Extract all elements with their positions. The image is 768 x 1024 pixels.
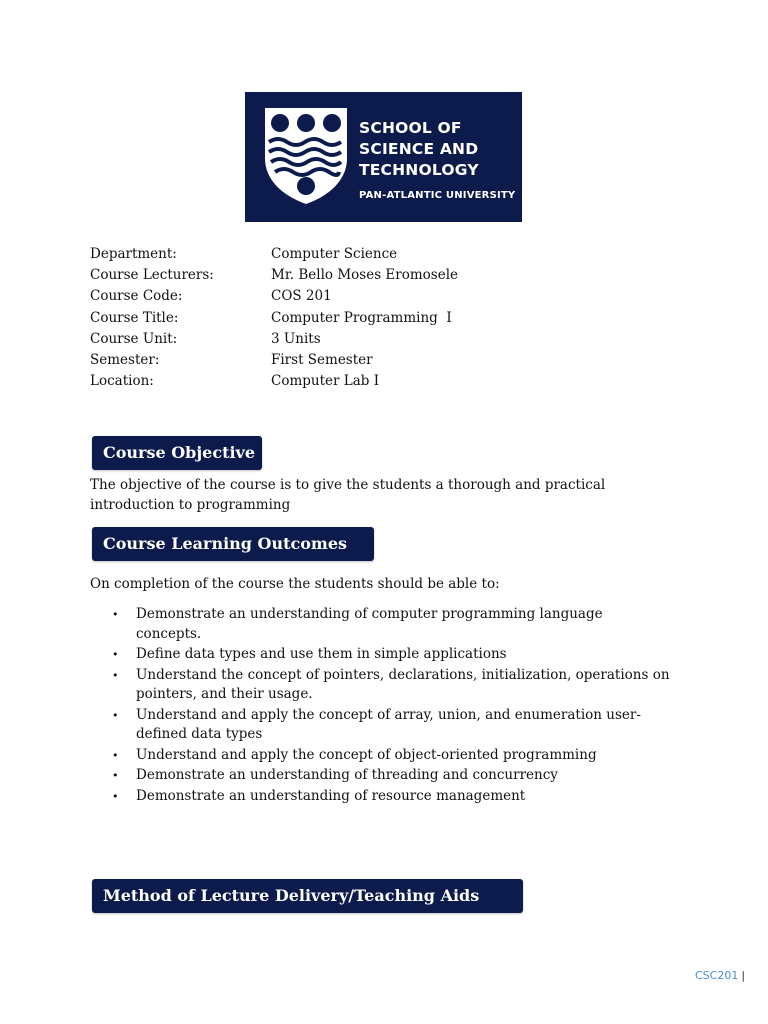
course-objective-text: The objective of the course is to give the students a thorough and practical introduction to programming — [90, 477, 606, 513]
learning-outcomes-intro: On completion of the course the students should be able to: — [90, 576, 500, 592]
footer-separator: | — [741, 969, 746, 982]
logo-line-2: SCIENCE AND — [359, 140, 479, 158]
learning-outcomes-list — [112, 605, 672, 807]
info-row-unit — [90, 329, 458, 350]
bullet-icon: • — [112, 608, 119, 621]
list-item-text: Demonstrate an understanding of threading and concurrency — [136, 767, 558, 783]
course-objective-heading: Course Objective — [92, 436, 262, 470]
list-item — [112, 706, 672, 745]
info-row-semester — [90, 350, 458, 371]
info-value: Computer Lab I — [271, 373, 380, 390]
school-logo — [245, 92, 522, 222]
info-value: First Semester — [271, 351, 373, 368]
list-item-text: Understand and apply the concept of array, union, and enumeration user-defined data types — [136, 706, 641, 742]
list-item-text: Understand the concept of pointers, declarations, initialization, operations on pointers, and their usage. — [136, 666, 670, 702]
logo-line-3: TECHNOLOGY — [359, 161, 479, 179]
logo-subtitle: PAN-ATLANTIC UNIVERSITY — [359, 190, 516, 201]
info-row-location — [90, 371, 458, 392]
info-value: Computer Programming I — [271, 309, 452, 326]
info-label: Course Unit: — [90, 330, 178, 347]
page-footer — [695, 969, 745, 982]
bullet-icon: • — [112, 769, 119, 782]
info-value: Computer Science — [271, 246, 398, 262]
info-row-title — [90, 308, 458, 329]
logo-line-1: SCHOOL OF — [359, 119, 462, 137]
footer-course-code: CSC201 — [695, 969, 739, 982]
lecture-delivery-heading: Method of Lecture Delivery/Teaching Aids — [92, 879, 523, 913]
bullet-icon: • — [112, 789, 119, 803]
info-value: 3 Units — [271, 330, 321, 347]
list-item — [112, 605, 672, 644]
course-info-table — [90, 244, 458, 392]
learning-outcomes-heading: Course Learning Outcomes — [92, 527, 374, 561]
logo-text — [359, 118, 515, 206]
info-label: Course Code: — [90, 288, 183, 305]
list-item-text: Demonstrate an understanding of resource management — [136, 787, 526, 804]
list-item-text: Define data types and use them in simple applications — [136, 646, 507, 662]
info-row-department — [90, 244, 458, 265]
info-label: Location: — [90, 373, 154, 390]
info-label: Semester: — [90, 351, 160, 368]
list-item — [112, 766, 672, 786]
bullet-icon: • — [112, 648, 119, 661]
list-item-text: Demonstrate an understanding of computer programming language concepts. — [136, 606, 603, 642]
list-item — [112, 746, 672, 766]
bullet-icon: • — [112, 708, 119, 722]
list-item — [112, 645, 672, 665]
bullet-icon: • — [112, 748, 119, 762]
info-value: COS 201 — [271, 288, 332, 305]
list-item-text: Understand and apply the concept of object-oriented programming — [136, 746, 597, 763]
bullet-icon: • — [112, 668, 119, 682]
info-label: Department: — [90, 246, 177, 262]
shield-icon — [263, 106, 349, 206]
info-row-code — [90, 286, 458, 307]
info-value: Mr. Bello Moses Eromosele — [271, 267, 459, 284]
info-row-lecturers — [90, 265, 458, 286]
info-label: Course Title: — [90, 309, 179, 326]
list-item — [112, 787, 672, 807]
info-label: Course Lecturers: — [90, 267, 214, 284]
list-item — [112, 666, 672, 705]
